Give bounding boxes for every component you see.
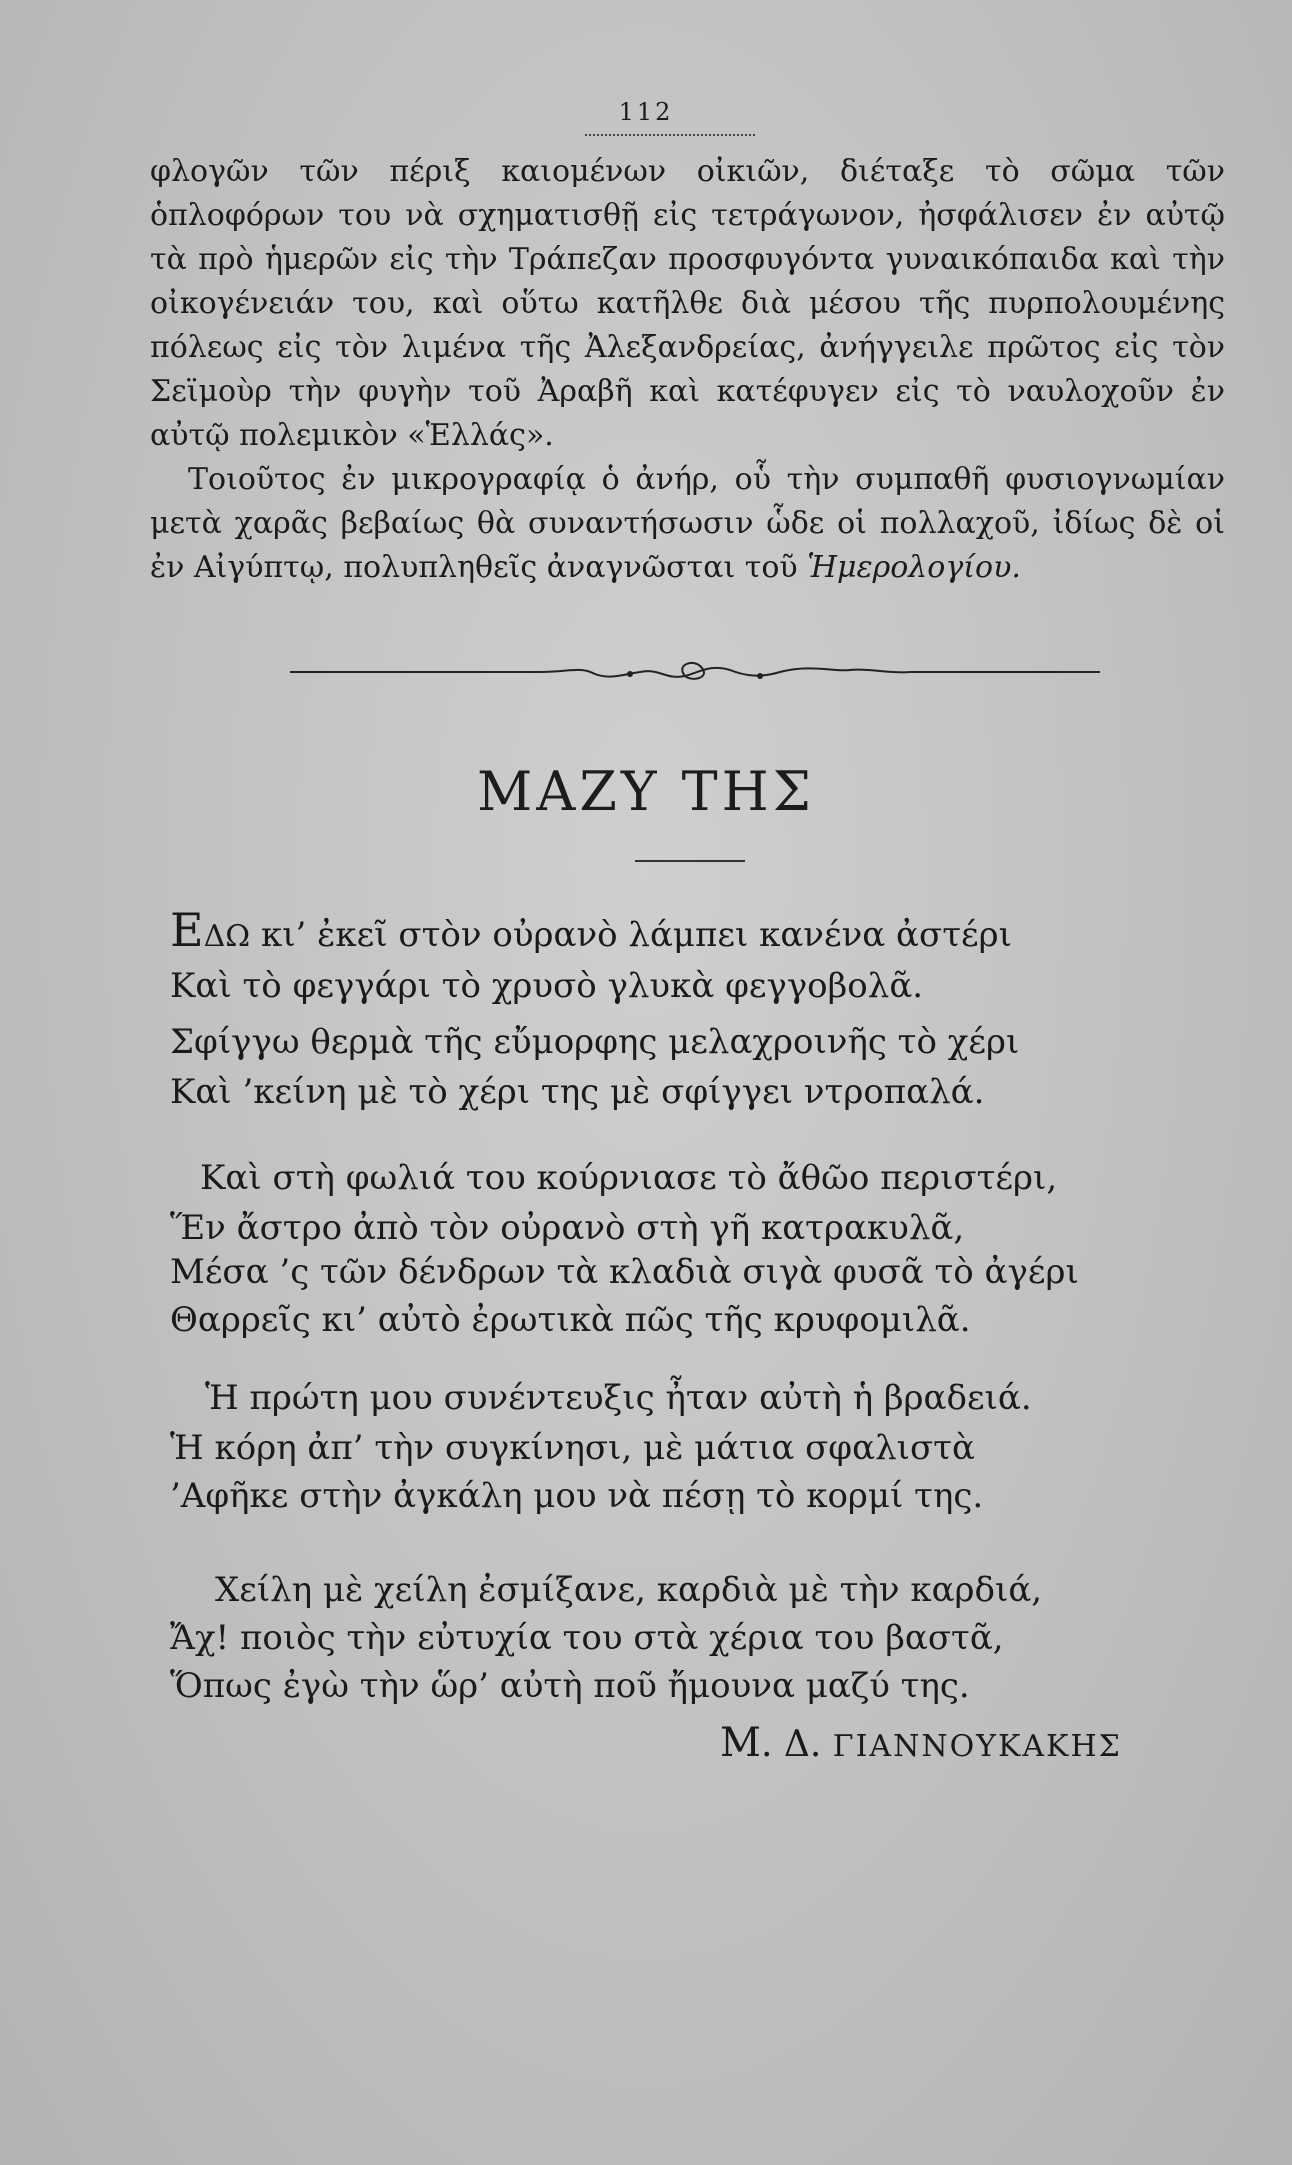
signature-middle: . Δ. [760,1724,833,1765]
stanza-1-line-2: Καὶ τὸ φεγγάρι τὸ χρυσὸ γλυκὰ φεγγοβολᾶ. [170,966,924,1006]
drop-cap: Ε [170,903,204,957]
stanza-2-line-3: Μέσα ’ς τῶν δένδρων τὰ κλαδιὰ σιγὰ φυσᾶ τὸ ἀγέρι [170,1252,1079,1292]
prose-block [150,150,1225,590]
small-caps-word: ΔΩ [203,919,251,954]
page-number: 112 [618,98,674,126]
stanza-4-line-1: Χείλη μὲ χείλη ἐσμίξανε, καρδιὰ μὲ τὴν καρδιά, [215,1570,1043,1610]
prose-paragraph-1: φλογῶν τῶν πέριξ καιομένων οἰκιῶν, διέταξε τὸ σῶμα τῶν ὁπλοφόρων του νὰ σχηματισθῇ εἰς τετράγωνον, ἠσφάλισεν ἐν αὐτῷ τὰ πρὸ ἡμερῶν εἰς τὴν Τράπεζαν προσφυγόντα γυναικόπαιδα καὶ τὴν οἰκογένειάν του, καὶ οὕτω κατῆλθε διὰ μέσου τῆς πυρπολουμένης πόλεως εἰς τὸν λιμένα τῆς Ἀλεξανδρείας, ἀνήγγειλε πρῶτος εἰς τὸν Σεϊμοὺρ τὴν φυγὴν τοῦ Ἀραβῆ καὶ κατέφυγεν εἰς τὸ ναυλοχοῦν ἐν αὐτῷ πολεμικὸν «Ἑλλάς». [150,154,1225,453]
stanza-1-line-1-rest: κι’ ἐκεῖ στὸν οὐρανὸ λάμπει κανένα ἀστέρι [250,915,1012,955]
stanza-1-line-3: Σφίγγω θερμὰ τῆς εὔμορφης μελαχροινῆς τὸ χέρι [170,1022,1020,1062]
stanza-1-line-1 [170,903,1012,957]
prose-paragraph-2-text: Τοιοῦτος ἐν μικρογραφίᾳ ὁ ἀνήρ, οὗ τὴν συμπαθῆ φυσιογνωμίαν μετὰ χαρᾶς βεβαίως θὰ συναντήσωσιν ὧδε οἱ πολλαχοῦ, ἰδίως δὲ οἱ ἐν Αἰγύπτῳ, πολυπληθεῖς ἀναγνῶσται τοῦ [150,462,1225,585]
poem-title: ΜΑΖΥ ΤΗΣ [477,760,815,823]
author-signature [720,1720,1122,1766]
stanza-4-line-2: Ἄχ! ποιὸς τὴν εὐτυχία του στὰ χέρια του βαστᾶ, [170,1618,1004,1658]
prose-paragraph-2 [150,458,1225,590]
stanza-3-line-1: Ἡ πρώτη μου συνέντευξις ἦταν αὐτὴ ἡ βραδειά. [205,1378,1032,1418]
stanza-2-line-2: Ἕν ἄστρο ἀπὸ τὸν οὐρανὸ στὴ γῆ κατρακυλᾶ, [170,1208,965,1248]
stanza-4-line-3: Ὅπως ἐγὼ τὴν ὥρ’ αὐτὴ ποῦ ἤμουνα μαζύ της. [170,1666,970,1706]
title-underline [635,860,745,862]
stanza-2-line-4: Θαρρεῖς κι’ αὐτὸ ἐρωτικὰ πῶς τῆς κρυφομιλᾶ. [170,1300,971,1340]
prose-paragraph-2-italic: Ἡμερολογίου. [807,550,1021,585]
stanza-3-line-2: Ἡ κόρη ἀπ’ τὴν συγκίνησι, μὲ μάτια σφαλιστὰ [170,1428,975,1468]
signature-surname: ΓΙΑΝΝΟΥΚΑΚΗΣ [832,1729,1122,1764]
ornamental-divider [290,650,1100,690]
stanza-1-line-4: Καὶ ’κείνη μὲ τὸ χέρι της μὲ σφίγγει ντροπαλά. [170,1072,985,1112]
page-number-underline [585,132,755,136]
signature-initial: Μ [720,1720,761,1766]
stanza-3-line-3: ’Αφῆκε στὴν ἀγκάλη μου νὰ πέσῃ τὸ κορμί της. [170,1476,984,1516]
stanza-2-line-1: Καὶ στὴ φωλιά του κούρνιασε τὸ ἄθῶο περιστέρι, [200,1158,1058,1198]
